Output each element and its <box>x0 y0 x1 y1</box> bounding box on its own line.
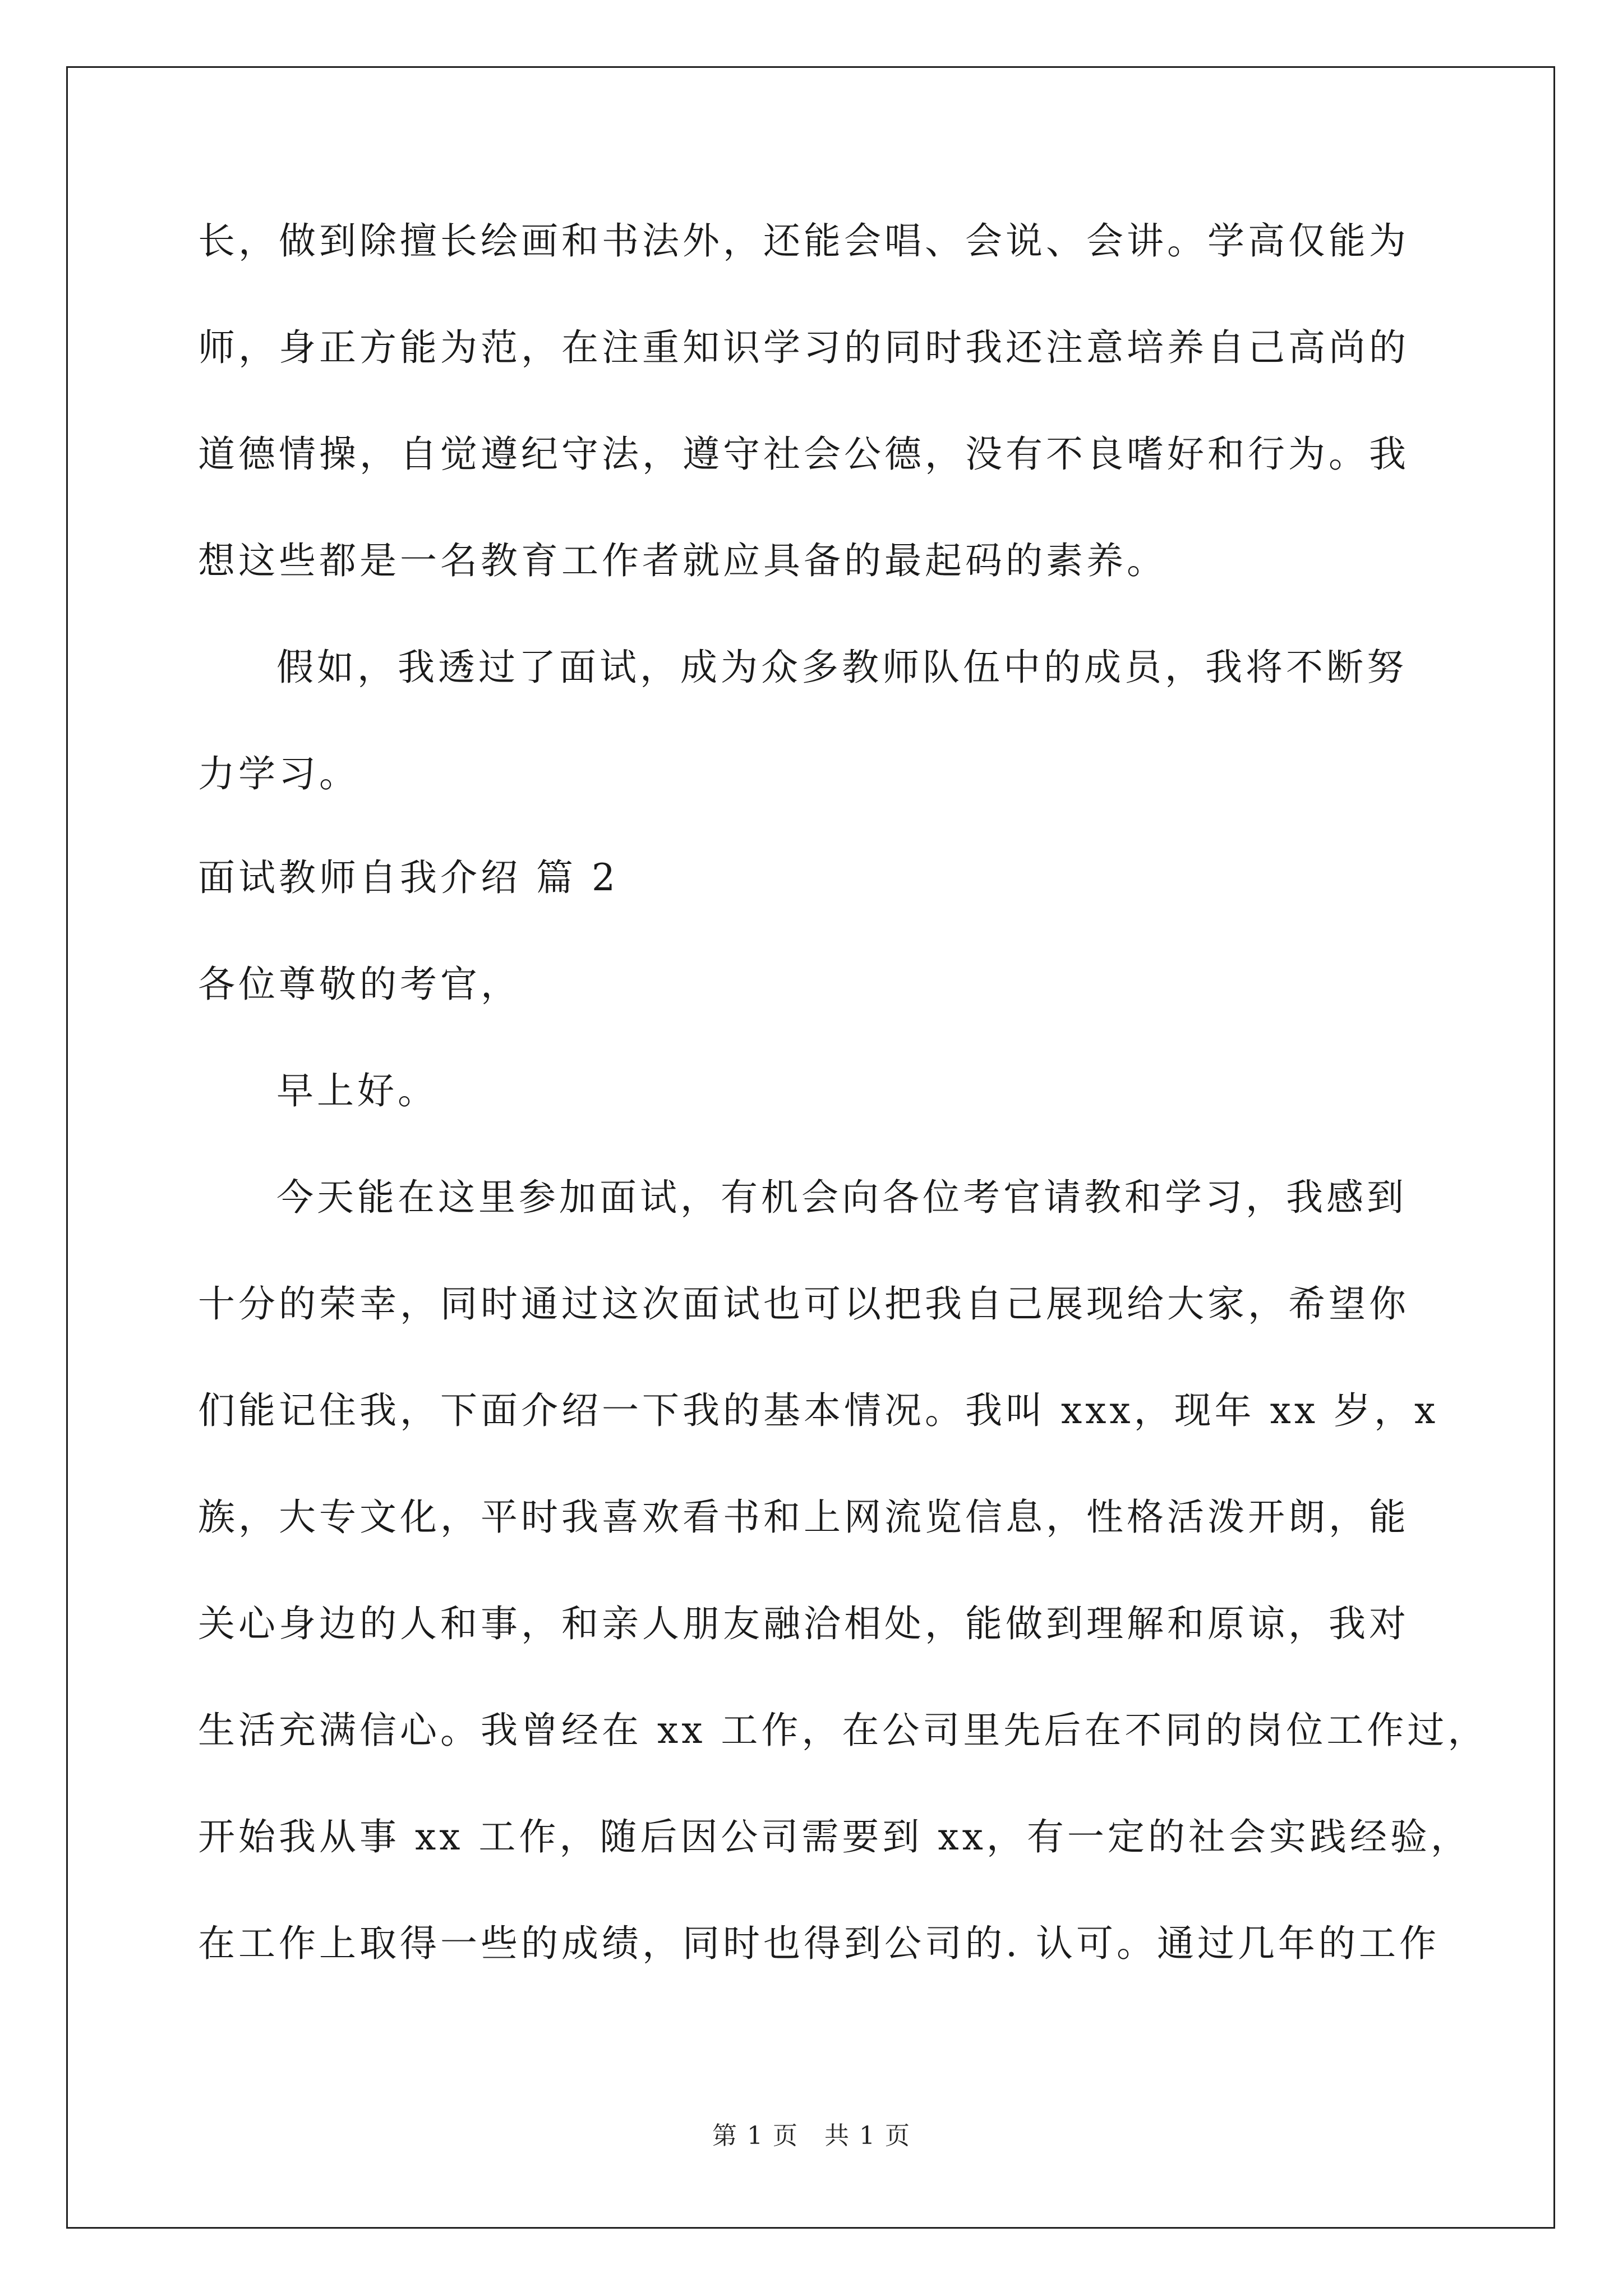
text-line: 们能记住我，下面介绍一下我的基本情况。我叫 xxx，现年 xx 岁，x <box>198 1389 1439 1432</box>
text-line: 力学习。 <box>198 752 359 795</box>
text-line: 在工作上取得一些的成绩，同时也得到公司的. 认可。通过几年的工作 <box>198 1922 1440 1965</box>
text-line: 想这些都是一名教育工作者就应具备的最起码的素养。 <box>198 539 1167 582</box>
text-line: 族，大专文化，平时我喜欢看书和上网流览信息，性格活泼开朗，能 <box>198 1496 1409 1539</box>
page-footer: 第 1 页 共 1 页 <box>712 2122 911 2150</box>
greeting: 早上好。 <box>276 1069 438 1112</box>
text-line: 道德情操，自觉遵纪守法，遵守社会公德，没有不良嗜好和行为。我 <box>198 432 1409 476</box>
paragraph-start-line: 今天能在这里参加面试，有机会向各位考官请教和学习，我感到 <box>276 1176 1407 1219</box>
text-line: 关心身边的人和事，和亲人朋友融洽相处，能做到理解和原谅，我对 <box>198 1602 1409 1645</box>
text-line: 十分的荣幸，同时通过这次面试也可以把我自己展现给大家，希望你 <box>198 1282 1409 1326</box>
salutation: 各位尊敬的考官， <box>198 963 521 1006</box>
text-line: 师，身正方能为范，在注重知识学习的同时我还注意培养自己高尚的 <box>198 326 1409 369</box>
text-line: 长，做到除擅长绘画和书法外，还能会唱、会说、会讲。学高仅能为 <box>198 219 1409 263</box>
text-line: 开始我从事 xx 工作，随后因公司需要到 xx，有一定的社会实践经验， <box>198 1815 1471 1858</box>
text-line: 生活充满信心。我曾经在 xx 工作，在公司里先后在不同的岗位工作过， <box>198 1709 1488 1752</box>
page-border <box>66 66 1555 2229</box>
paragraph-start-line: 假如，我透过了面试，成为众多教师队伍中的成员，我将不断努 <box>276 646 1407 689</box>
section-heading: 面试教师自我介绍 篇 2 <box>198 856 619 899</box>
